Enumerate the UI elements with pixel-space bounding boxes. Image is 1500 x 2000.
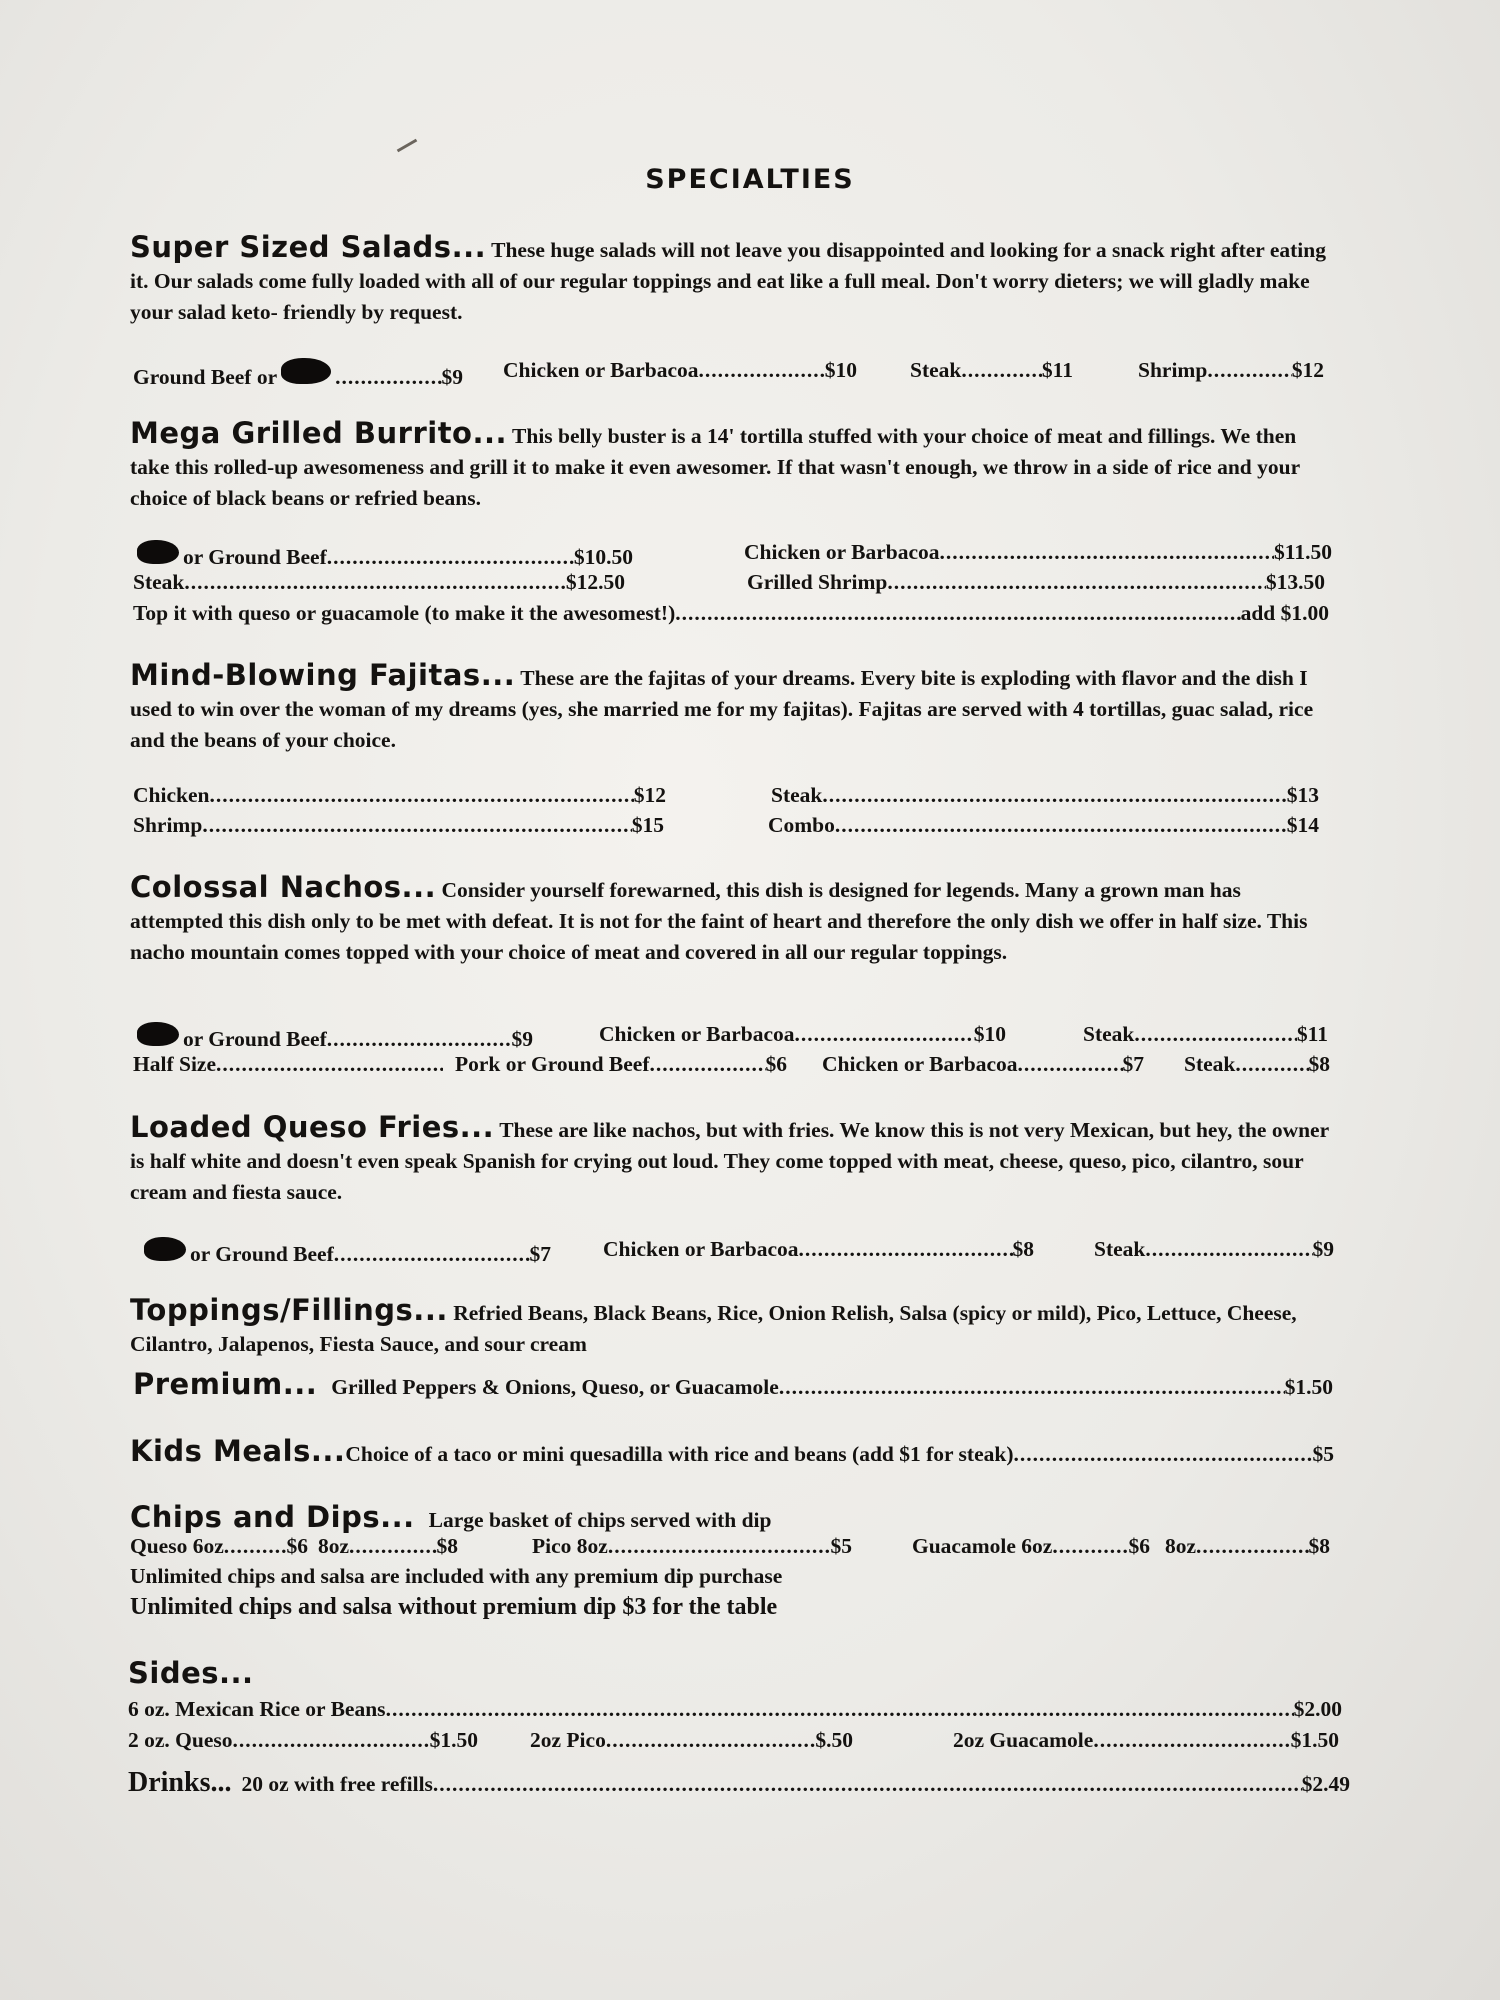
sides-price-1: 2 oz. Queso ..... $1.50 — [128, 1728, 478, 1753]
fries-description: These are like nachos, but with fries. We know this is not very Mexican, but hey, the owner is half white and doesn't even speak Spanish for crying out loud. They come topped with meat, cheese, queso, pico, cilantro, sour cream and fiesta sauce. — [130, 1118, 1329, 1204]
salads-price-2: Chicken or Barbacoa ..... $10 — [503, 358, 857, 383]
nachos-price-2: Chicken or Barbacoa ..... $10 — [599, 1022, 1006, 1047]
salads-section — [130, 232, 1330, 328]
nachos-half-price-2: Chicken or Barbacoa ..... $7 — [822, 1052, 1144, 1077]
redacted-mark — [144, 1237, 186, 1261]
chips-note-1: Unlimited chips and salsa are included with any premium dip purchase — [130, 1564, 783, 1588]
salads-heading: Super Sized Salads... — [130, 230, 487, 264]
kids-meals-row: Kids Meals... Choice of a taco or mini quesadilla with rice and beans (add $1 for steak) ..... $5 — [130, 1434, 1334, 1468]
chips-header-row — [130, 1500, 1330, 1534]
chips-price-4: Guacamole 6oz ..... $6 — [912, 1534, 1150, 1559]
redacted-mark — [137, 1022, 179, 1046]
chips-note-2: Unlimited chips and salsa without premium dip $3 for the table — [130, 1594, 778, 1620]
fajitas-heading: Mind-Blowing Fajitas... — [130, 658, 516, 692]
fajitas-price-2: Steak ..... $13 — [771, 783, 1319, 808]
burrito-heading: Mega Grilled Burrito... — [130, 416, 508, 450]
nachos-half-price-3: Steak ..... $8 — [1184, 1052, 1330, 1077]
burrito-section — [130, 418, 1330, 514]
nachos-price-1: or Ground Beef ..... $9 — [133, 1022, 533, 1052]
nachos-section — [130, 872, 1330, 968]
premium-heading: Premium... — [133, 1367, 318, 1401]
fajitas-description: These are the fajitas of your dreams. Every bite is exploding with flavor and the dish I used to win over the woman of my dreams (yes, she married me for my fajitas). Fajitas are served with 4 tortillas, guac salad, rice and the beans of your choice. — [130, 666, 1314, 752]
sides-price-2: 2oz Pico ..... $.50 — [530, 1728, 853, 1753]
nachos-description: Consider yourself forewarned, this dish is designed for legends. Many a grown man has attempted this dish only to be met with defeat. It is not for the faint of heart and therefore the only dish we offer in half size. This nacho mountain comes topped with your choice of meat and covered in all our regular toppings. — [130, 878, 1308, 964]
toppings-heading: Toppings/Fillings... — [130, 1293, 448, 1327]
page-title: SPECIALTIES — [645, 164, 855, 195]
fajitas-price-4: Combo ..... $14 — [768, 813, 1319, 838]
fries-price-2: Chicken or Barbacoa ..... $8 — [603, 1237, 1034, 1262]
burrito-price-3: Steak ..... $12.50 — [133, 570, 625, 595]
sides-heading: Sides... — [128, 1656, 254, 1690]
salads-price-3: Steak ..... $11 — [910, 358, 1073, 383]
pen-mark — [397, 139, 418, 153]
fajitas-price-3: Shrimp ..... $15 — [133, 813, 664, 838]
burrito-price-2: Chicken or Barbacoa ..... $11.50 — [744, 540, 1332, 565]
fries-heading: Loaded Queso Fries... — [130, 1110, 495, 1144]
chips-price-5: 8oz ..... $8 — [1165, 1534, 1330, 1559]
chips-price-1: Queso 6oz ..... $6 — [130, 1534, 308, 1559]
redacted-mark — [137, 540, 179, 564]
toppings-section — [130, 1295, 1330, 1360]
fajitas-price-1: Chicken ..... $12 — [133, 783, 666, 808]
sides-heading-row — [128, 1656, 428, 1690]
drinks-heading: Drinks... — [128, 1767, 232, 1798]
salads-price-4: Shrimp ..... $12 — [1138, 358, 1324, 383]
chips-description: Large basket of chips served with dip — [428, 1508, 772, 1532]
redacted-mark — [281, 358, 331, 384]
burrito-addon: Top it with queso or guacamole (to make it the awesomest!) ..... add $1.00 — [133, 601, 1329, 626]
burrito-price-4: Grilled Shrimp ..... $13.50 — [747, 570, 1325, 595]
drinks-row: Drinks... 20 oz with free refills ..... $2.49 — [128, 1767, 1350, 1799]
sides-rice: 6 oz. Mexican Rice or Beans ..... $2.00 — [128, 1697, 1342, 1722]
fajitas-section — [130, 660, 1330, 756]
chips-heading: Chips and Dips... — [130, 1500, 415, 1534]
kids-heading: Kids Meals... — [130, 1434, 346, 1468]
chips-price-3: Pico 8oz ..... $5 — [532, 1534, 852, 1559]
burrito-description: This belly buster is a 14' tortilla stuffed with your choice of meat and fillings. We then take this rolled-up awesomeness and grill it to make it even awesomer. If that wasn't enough, we throw in a side of rice and your choice of black beans or refried beans. — [130, 424, 1300, 510]
salads-description: These huge salads will not leave you disappointed and looking for a snack right after eating it. Our salads come fully loaded with all of our regular toppings and eat like a full meal. Don't worry dieters; we will gladly make your salad keto- friendly by request. — [130, 238, 1326, 324]
nachos-heading: Colossal Nachos... — [130, 870, 437, 904]
nachos-half-price-1: Pork or Ground Beef ..... $6 — [455, 1052, 787, 1077]
burrito-price-1: or Ground Beef ..... $10.50 — [133, 540, 633, 570]
chips-price-2: 8oz ..... $8 — [318, 1534, 458, 1559]
fries-price-1: or Ground Beef ..... $7 — [140, 1237, 551, 1267]
fries-section — [130, 1112, 1330, 1208]
nachos-half-size: Half Size ..... — [133, 1052, 443, 1077]
nachos-price-3: Steak ..... $11 — [1083, 1022, 1328, 1047]
sides-price-3: 2oz Guacamole ..... $1.50 — [953, 1728, 1339, 1753]
toppings-description: Refried Beans, Black Beans, Rice, Onion Relish, Salsa (spicy or mild), Pico, Lettuce, Cheese, Cilantro, Jalapenos, Fiesta Sauce, and sour cream — [130, 1301, 1297, 1356]
premium-row: Premium... Grilled Peppers & Onions, Queso, or Guacamole ..... $1.50 — [133, 1367, 1333, 1401]
salads-price-1: Ground Beef or ..... $9 — [133, 358, 463, 390]
fries-price-3: Steak ..... $9 — [1094, 1237, 1334, 1262]
